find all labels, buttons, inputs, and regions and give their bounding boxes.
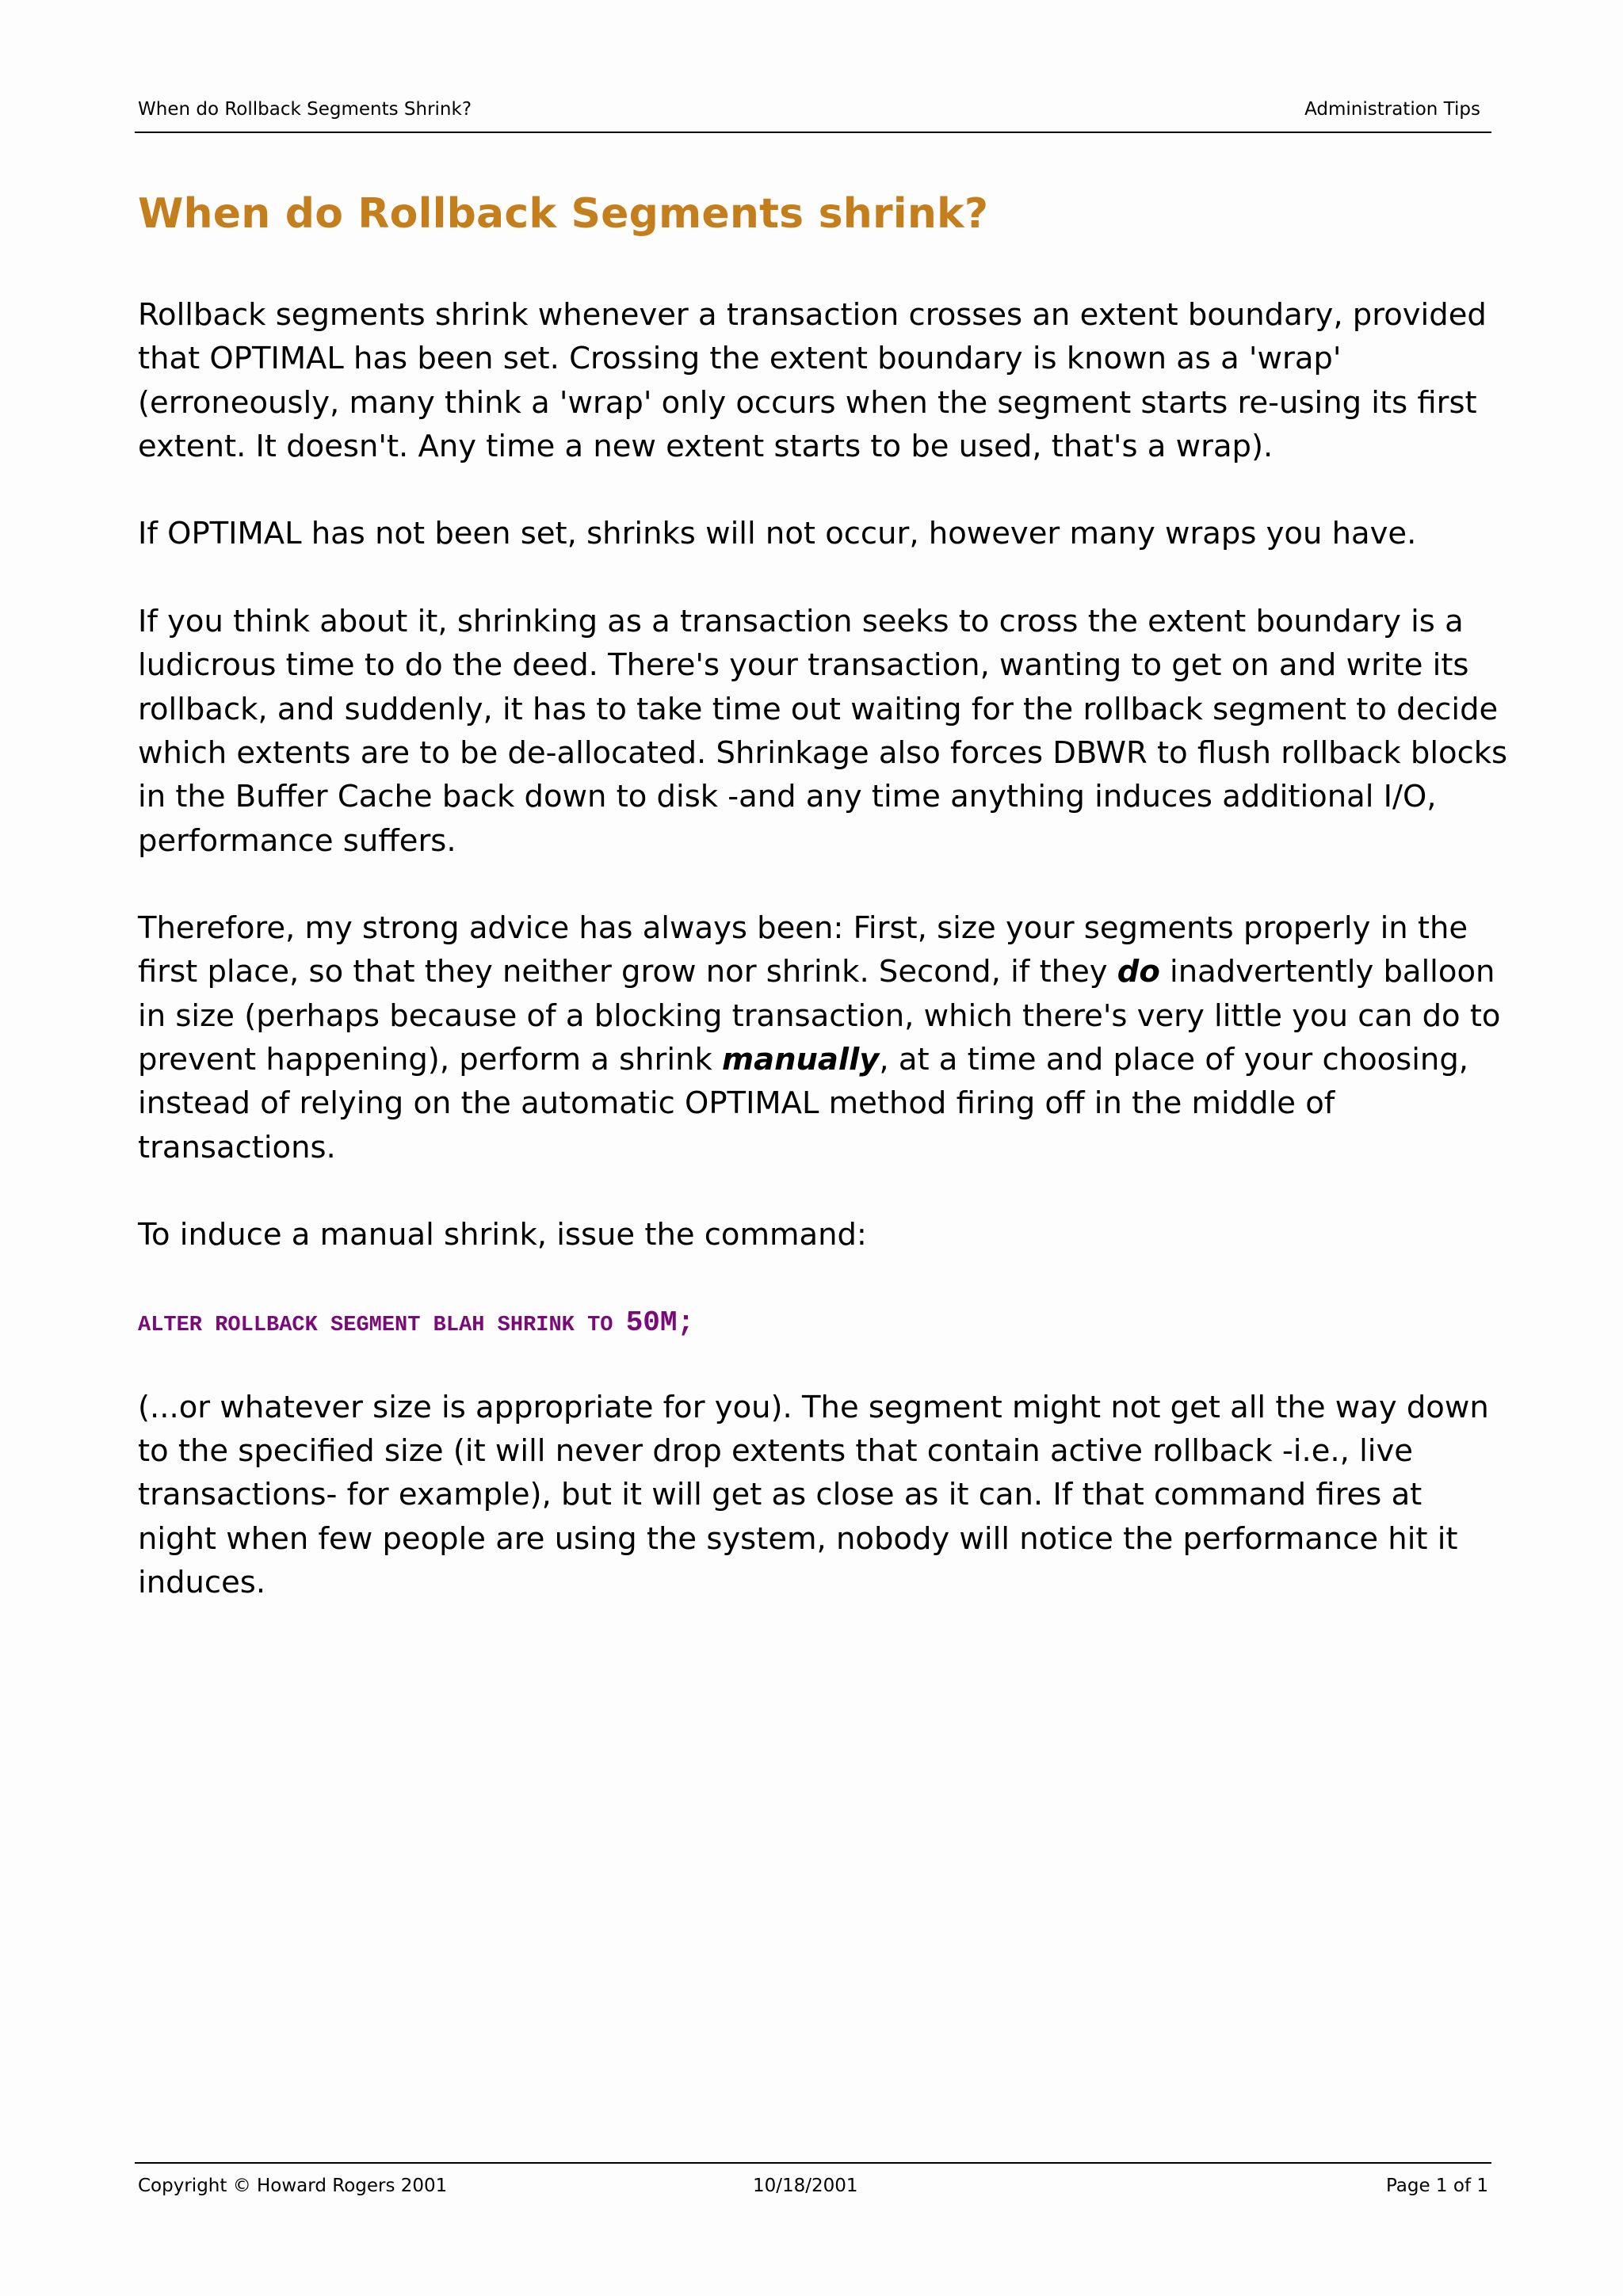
- emphasis-do: do: [1117, 954, 1160, 990]
- header-doc-title: When do Rollback Segments Shrink?: [138, 99, 472, 120]
- page-footer: [135, 2162, 1491, 2203]
- paragraph-5: To induce a manual shrink, issue the command:: [138, 1217, 867, 1253]
- footer-page-number: Page 1 of 1: [1385, 2176, 1488, 2196]
- paragraph-1: Rollback segments shrink whenever a transaction crosses an extent boundary, provided that OPTIMAL has been set. Crossing the extent boundary is known as a 'wrap' (erroneously, many think a 'wrap' only occurs when the segment starts re-using its first extent. It doesn't. Any time a new extent starts to be used, that's a wrap).: [138, 297, 1487, 464]
- page-header: [135, 93, 1491, 133]
- sql-command-size: 50M;: [625, 1306, 695, 1339]
- paragraph-2: If OPTIMAL has not been set, shrinks will not occur, however many wraps you have.: [138, 516, 1417, 552]
- paragraph-6: (...or whatever size is appropriate for you). The segment might not get all the way down to the specified size (it will never drop extents that contain active rollback -i.e., live transactions- for example), but it will get as close as it can. If that command fires at night when few people are using the system, nobody will notice the performance hit it induces.: [138, 1389, 1489, 1601]
- paragraph-4-part-2: inadvertently balloon in size (perhaps because of a blocking transaction, which there's very little you can do to prevent happening), perform a shrink: [138, 954, 1501, 1078]
- sql-command: [138, 1301, 1509, 1348]
- paragraph-4-part-3: , at a time and place of your choosing, instead of relying on the automatic OPTIMAL method firing off in the middle of transactions.: [138, 1042, 1469, 1165]
- footer-date: 10/18/2001: [753, 2176, 858, 2196]
- header-section: Administration Tips: [1304, 99, 1480, 120]
- paragraph-4: [138, 906, 1509, 1169]
- document-body: [138, 293, 1509, 1649]
- footer-copyright: Copyright © Howard Rogers 2001: [138, 2176, 448, 2196]
- emphasis-manually: manually: [722, 1042, 880, 1078]
- paragraph-3: If you think about it, shrinking as a transaction seeks to cross the extent boundary is a ludicrous time to do the deed. There's your transaction, wanting to get on and write its rollback, and suddenly, it has to take time out waiting for the rollback segment to decide which extents are to be de-allocated. Shrinkage also forces DBWR to flush rollback blocks in the Buffer Cache back down to disk -and any time anything induces additional I/O, performance suffers.: [138, 604, 1508, 859]
- page-title: When do Rollback Segments shrink?: [138, 190, 989, 238]
- sql-command-text: ALTER ROLLBACK SEGMENT BLAH SHRINK TO: [138, 1313, 626, 1337]
- paragraph-4-part-1: Therefore, my strong advice has always been: First, size your segments properly in the first place, so that they neither grow nor shrink. Second, if they: [138, 910, 1468, 990]
